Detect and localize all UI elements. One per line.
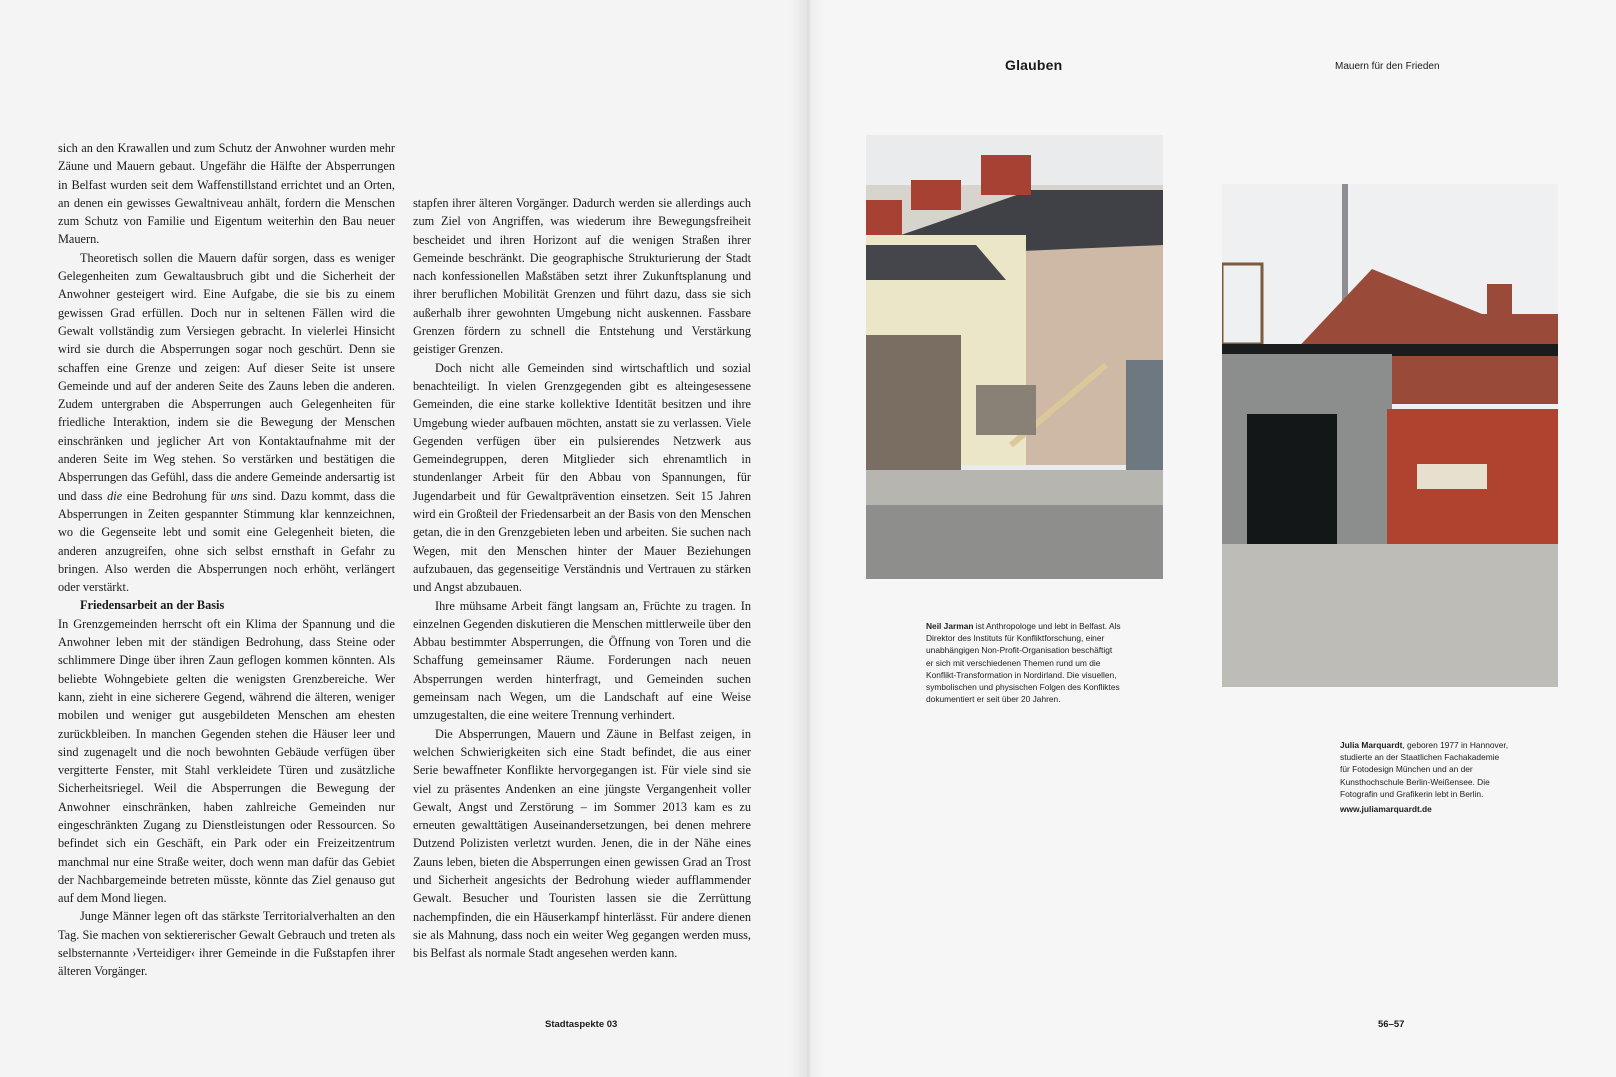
caption-author xyxy=(926,620,1121,705)
photo-gate-and-brick-wall xyxy=(1222,184,1558,687)
paragraph: sich an den Krawallen und zum Schutz der Anwohner wurden mehr Zäune und Mauern gebaut. Ungefähr die Hälfte der Absperrungen in Belfast wurden seit dem Waffenstillstand errichtet und an Orten, an denen ein gewisses Gewaltniveau anhält, fordern die Menschen zum Schutz von Familie und Eigentum weiterhin den Bau neuer Mauern. xyxy=(58,141,395,247)
photographer-bio: , geboren 1977 in Hannover, studierte an der Staatlichen Fachakademie für Fotodesign München und an der Kunsthochschule Berlin-Weißensee. Die Fotografin und Grafikerin lebt in Berlin. xyxy=(1340,740,1509,799)
footer-page-numbers: 56–57 xyxy=(1378,1019,1405,1030)
paragraph: Theoretisch sollen die Mauern dafür sorgen, dass es weniger Gelegenheiten zum Gewaltausbruch gibt und die Sicherheit der Anwohner gesteigert wird. Eine Aufgabe, die sie bis zu einem gewissen Grad erfüllen. Doch nur in seltenen Fällen wird die Gewalt vollständig zum Versiegen gebracht. In vielerlei Hinsicht wird sie durch die Absperrungen sogar noch geschürt. Denn sie schaffen eine Grenze und zeigen: Auf dieser Seite ist unsere Gemeinde und auf der anderen Seite des Zauns leben die anderen. Zudem untergraben die Absperrungen auch Gelegenheiten für friedliche Interaktion, indem sie die Bewegung der Menschen einschränken und jeglicher Art von Kontaktaufnahme mit der anderen Seite im Weg stehen. So verstärken und bestätigen die Absperrungen das Gefühl, dass die andere Gemeinde andersartig ist und dass die eine Bedrohung für uns sind. Dazu kommt, dass die Absperrungen in Zeiten gespannter Stimmung klar kennzeichnen, wo die Gegenseite lebt und somit eine Gelegenheit bieten, die anderen anzugreifen, ohne sich selbst ernsthaft in Gefahr zu bringen. Also werden die Absperrungen noch erhöht, verlängert oder verstärkt. xyxy=(58,250,396,595)
paragraph: Ihre mühsame Arbeit fängt langsam an, Früchte zu tragen. In einzelnen Gegenden diskutieren die Menschen mittlerweile über den Abbau bestimmter Absperrungen, die Öffnung von Toren und die Schaffung gemeinsamer Räume. Forderungen nach neuen Absperrungen werden hinterfragt, und Gemeinden suchen gemeinsam nach Wegen, um die Landschaft auf eine Weise umzugestalten, die eine weitere Trennung verhindert. xyxy=(413,598,751,723)
article-title: Mauern für den Frieden xyxy=(1335,61,1440,72)
spine-gutter xyxy=(790,0,826,1077)
photographer-website-link[interactable]: www.juliamarquardt.de xyxy=(1340,804,1432,815)
paragraph: In Grenzgemeinden herrscht oft ein Klima der Spannung und die Anwohner leben mit der ständigen Bedrohung, dass Steine oder schlimmere Dinge über ihren Zaun geflogen kommen könnten. Als beliebte Wohngebiete gelten die wenigsten Grenzbereiche. Wer kann, zieht in eine sicherere Gegend, während die älteren, weniger mobilen und weniger gut ausgebildeten Menschen am ehesten zurückbleiben. In manchen Gegenden stehen die Häuser leer und sind zugenagelt und die noch bewohnten Gebäude verfügen über vergitterte Fenster, mit Stahl verkleidete Türen und zusätzliche Sicherheitsriegel. Weil die Absperrungen die Bewegung der Anwohner einschränken, haben zahlreiche Gemeinden nur eingeschränkten Zugang zu Dienstleistungen oder Ressourcen. So befindet sich ein Geschäft, ein Park oder ein Freizeitzentrum manchmal nur eine Straße weiter, doch wenn man dafür das Gebiet der Nachbargemeinde betreten müsste, könnte das Ziel genauso gut auf dem Mond liegen. xyxy=(58,616,395,906)
paragraph: Doch nicht alle Gemeinden sind wirtschaftlich und sozial benachteiligt. In vielen Grenzgegenden gibt es alteingesessene Gemeinden, die eine starke kollektive Identität besitzen und ihre Umgebung wieder aufbauen möchten, anstatt sie zu verlassen. Viele Gegenden verfügen über ein pulsierendes Netzwerk aus Gemeindegruppen, deren Mitglieder sich ehrenamtlich in stundenlanger Arbeit für den Abbau von Spannungen, für Jugendarbeit und für Gewaltprävention einsetzen. Seit 15 Jahren wird ein Großteil der Friedensarbeit an der Basis von den Menschen getan, die in den Grenzgebieten leben und arbeiten. Sie suchen nach Wegen, mit den Menschen hinter der Mauer Beziehungen aufzubauen, das gegenseitige Verständnis und Vertrauen zu stärken und Angst abzubauen. xyxy=(413,360,751,595)
text-column-1 xyxy=(58,139,395,981)
text-column-2 xyxy=(413,194,751,962)
footer-magazine-title: Stadtaspekte 03 xyxy=(545,1019,618,1030)
section-title: Glauben xyxy=(1005,57,1063,73)
photographer-name: Julia Marquardt xyxy=(1340,740,1403,750)
paragraph: Die Absperrungen, Mauern und Zäune in Belfast zeigen, in welchen Schwierigkeiten sich eine Stadt befindet, die aus einer Serie bewaffneter Konflikte hervorgegangen ist. Für viele sind sie viel zu präsentes Andenken an eine jüngste Vergangenheit voller Gewalt, Angst und Zerstörung – im Sommer 2013 kam es zu erneuten gewalttätigen Auseinandersetzungen, bei denen mehrere Dutzend Polizisten verletzt wurden. Jenen, die in der Nähe eines Zauns leben, bieten die Absperrungen einen gewissen Grad an Trost und Sicherheit angesichts der Bedrohung wieder aufflammender Gewalt. Besucher und Touristen lassen sie die Zerrüttung nachempfinden, die ein Häuserkampf hinterlässt. Für andere dienen sie als Mahnung, dass noch ein weiter Weg gegangen werden muss, bis Belfast als normale Stadt angesehen werden kann. xyxy=(413,726,751,961)
author-bio: ist Anthropologe und lebt in Belfast. Als Direktor des Instituts für Konfliktforschung, einer unabhängigen Non-Profit-Organisation beschäftigt er sich mit verschiedenen Themen rund um die Konflikt-Transformation in Nordirland. Die visuellen, symbolischen und physischen Folgen des Konfliktes dokumentiert er seit über 20 Jahren. xyxy=(926,621,1121,705)
paragraph: Junge Männer legen oft das stärkste Territorialverhalten an den Tag. Sie machen von sektiererischer Gewalt Gebrauch und treten als selbsternannte ›Verteidiger‹ ihrer Gemeinde in die Fußstapfen ihrer älteren Vorgänger. xyxy=(58,909,395,979)
author-name: Neil Jarman xyxy=(926,621,974,631)
section-heading: Friedensarbeit an der Basis xyxy=(80,598,225,613)
paragraph: stapfen ihrer älteren Vorgänger. Dadurch werden sie allerdings auch zum Ziel von Angriffen, was wiederum ihre Bewegungsfreiheit bescheidet und ihren Horizont auf die wenigen Straßen ihrer Gemeinde beschränkt. Die geographische Strukturierung der Stadt nach konfessionellen Maßstäben setzt ihrer Zukunftsplanung und ihrer beruflichen Mobilität Grenzen und führt dazu, dass sie sich außerhalb ihrer gewohnten Umgebung nicht auskennen. Fassbare Grenzen fördern zu schnell die Entstehung und Verstärkung geistiger Grenzen. xyxy=(413,196,751,357)
caption-photographer xyxy=(1340,739,1510,815)
photo-house-with-fence xyxy=(866,135,1163,579)
right-page xyxy=(808,0,1616,1077)
